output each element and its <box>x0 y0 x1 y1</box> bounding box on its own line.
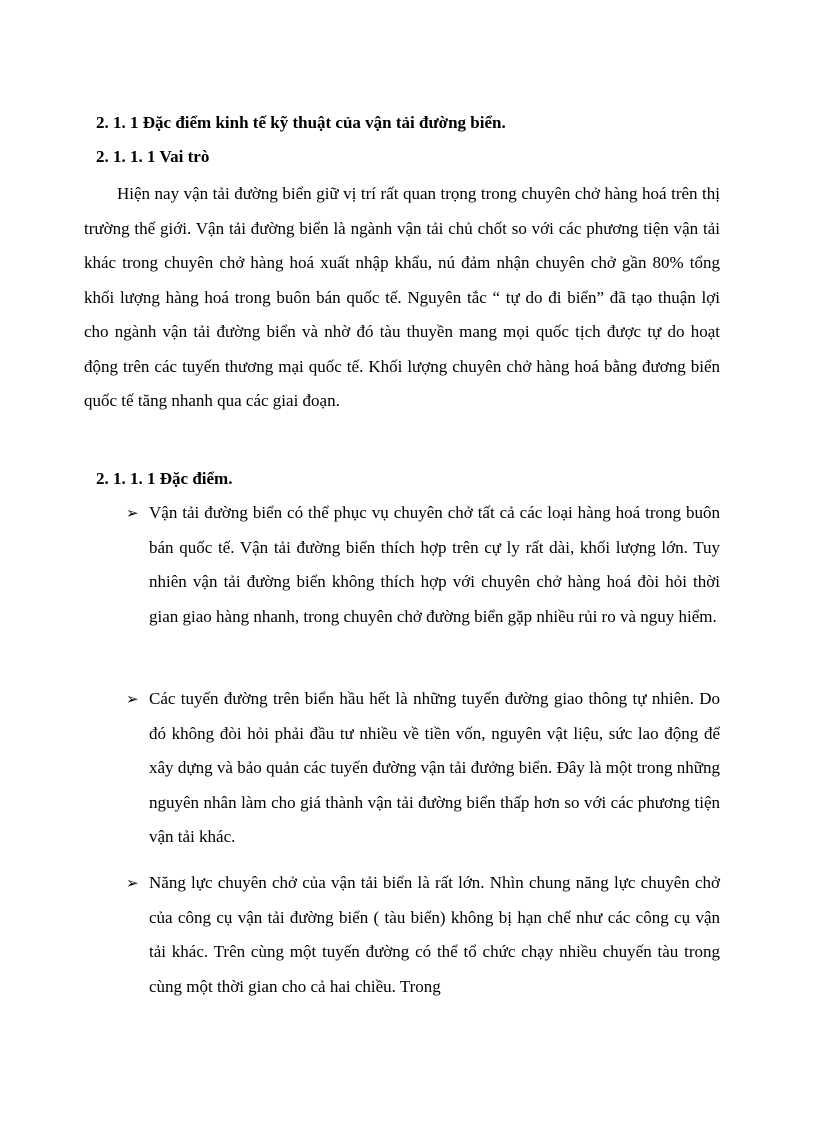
bullet-item <box>126 682 720 855</box>
bullet-text: Năng lực chuyên chở của vận tải biển là rất lớn. Nhìn chung năng lực chuyên chở của công cụ vận tải đường biển ( tàu biển) không bị hạn chế như các công cụ vận tải khác. Trên cùng một tuyến đường có thể tổ chức chạy nhiều chuyến tàu trong cùng một thời gian cho cả hai chiều. Trong <box>149 873 720 996</box>
arrow-bullet-icon: ➢ <box>126 690 139 708</box>
role-paragraph: Hiện nay vận tải đường biển giữ vị trí rất quan trọng trong chuyên chở hàng hoá trên thị trường thế giới. Vận tải đường biển là ngành vận tải chủ chốt so với các phương tiện vận tải khác trong chuyên chở hàng hoá xuất nhập khẩu, nú đảm nhận chuyên chở gần 80% tổng khối lượng hàng hoá trong buôn bán quốc tế. Nguyên tắc “ tự do đi biển” đã tạo thuận lợi cho ngành vận tải đường biển và nhờ đó tàu thuyền mang mọi quốc tịch được tự do hoạt động trên các tuyến thương mại quốc tế. Khối lượng chuyên chở hàng hoá bằng đương biển quốc tế tăng nhanh qua các giai đoạn. <box>84 184 720 410</box>
bullet-item <box>126 496 720 634</box>
arrow-bullet-icon: ➢ <box>126 504 139 522</box>
bullet-item <box>126 866 720 1004</box>
section-heading: 2. 1. 1 Đặc điểm kinh tế kỹ thuật của vận tải đường biển. <box>96 113 506 132</box>
bullet-text: Vận tải đường biển có thể phục vụ chuyên chở tất cả các loại hàng hoá trong buôn bán quốc tế. Vận tải đường biển thích hợp trên cự ly rất dài, khối lượng lớn. Tuy nhiên vận tải đường biển không thích hợp với chuyên chở hàng hoá đòi hỏi thời gian giao hàng nhanh, trong chuyên chở đường biển gặp nhiều rủi ro và nguy hiểm. <box>149 503 720 626</box>
arrow-bullet-icon: ➢ <box>126 874 139 892</box>
subsection-heading-role: 2. 1. 1. 1 Vai trò <box>96 147 210 166</box>
subsection-heading-features: 2. 1. 1. 1 Đặc điểm. <box>96 469 233 488</box>
bullet-text: Các tuyến đường trên biển hầu hết là những tuyến đường giao thông tự nhiên. Do đó không đòi hỏi phải đầu tư nhiều về tiền vốn, nguyên vật liệu, sức lao động để xây dựng và bảo quản các tuyến đường vận tải đưởng biển. Đây là một trong những nguyên nhân làm cho giá thành vận tải đường biển thấp hơn so với các phương tiện vận tải khác. <box>149 689 720 846</box>
